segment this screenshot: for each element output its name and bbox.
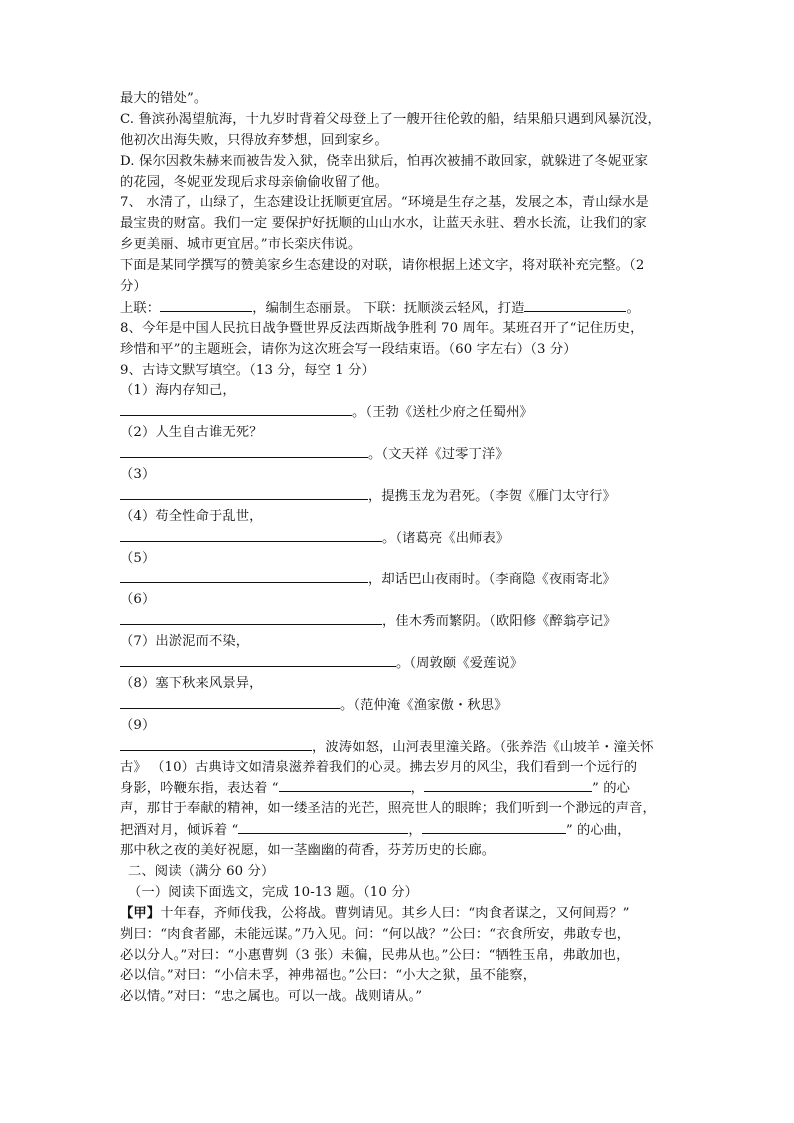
- answer-blank[interactable]: [422, 820, 566, 834]
- poem-prompt: （4）苟全性命于乱世，: [120, 508, 263, 524]
- poem-prompt: （5）: [120, 550, 156, 566]
- passage-line: [120, 904, 680, 925]
- couplet-blank-2[interactable]: [524, 298, 626, 312]
- question-8: 8、今年是中国人民抗日战争暨世界反法西斯战争胜利 70 周年。某班召开了“记住历史，: [120, 320, 644, 336]
- answer-blank[interactable]: [424, 778, 592, 792]
- text-line: 那中秋之夜的美好祝愿，如一茎幽幽的荷香，芬芳历史的长廊。: [120, 843, 496, 859]
- text-line: 分）: [120, 279, 147, 295]
- answer-blank[interactable]: [120, 528, 382, 542]
- document-page: [120, 89, 680, 1008]
- section-heading: 二、阅读（满分 60 分）: [128, 863, 275, 879]
- question-9: 9、古诗文默写填空。（13 分，每空 1 分）: [120, 362, 375, 378]
- text-line: 下面是某同学撰写的赞美家乡生态建设的对联，请你根据上述文字，将对联补充完整。（2: [120, 258, 645, 274]
- answer-blank[interactable]: [120, 611, 382, 625]
- text-line: 的花园，冬妮亚发现后求母亲偷偷收留了他。: [120, 174, 388, 190]
- text-line: 他初次出海失败，只得放弃梦想，回到家乡。: [120, 132, 388, 148]
- poem-prompt: （6）: [120, 592, 156, 608]
- answer-blank[interactable]: [238, 820, 408, 834]
- option-c: C. 鲁滨孙渴望航海，十九岁时背着父母登上了一艘开往伦敦的船，结果船只遇到风暴沉没，: [120, 111, 661, 127]
- answer-blank[interactable]: [120, 444, 368, 458]
- option-d: D. 保尔因救朱赫来而被告发入狱，侥幸出狱后，怕再次被捕不敢回家，就躲进了冬妮亚家: [120, 153, 649, 169]
- fill-line: [120, 778, 680, 799]
- poem-prompt: （8）塞下秋来风景异，: [120, 675, 263, 691]
- poem-source: ，波涛如怒，山河表里潼关路。（张养浩《山坡羊・潼关怀: [312, 739, 654, 755]
- couplet-upper-label: 上联：: [120, 300, 161, 316]
- poem-source: ，提携玉龙为君死。（李贺《雁门太守行》: [368, 488, 616, 504]
- passage-line: 必以情。”对曰：“忠之属也。可以一战。战则请从。”: [120, 989, 423, 1005]
- text-line: 声，那甘于奉献的精神，如一缕圣洁的光芒，照亮世人的眼眸；我们听到一个渺远的声音，: [120, 801, 656, 817]
- poem-answer-line: [120, 569, 680, 590]
- text-line: 最宝贵的财富。我们一定 要保护好抚顺的山山水水，让蓝天永驻、碧水长流，让我们的家: [120, 216, 647, 232]
- text-line: 古》 （10）古典诗文如清泉滋养着我们的心灵。拂去岁月的风尘，我们看到一个远行的: [120, 759, 638, 775]
- text-fragment: 身影，吟鞭东指，表达着 “: [120, 781, 279, 797]
- poem-source: ，佳木秀而繁阴。（欧阳修《醉翁亭记》: [382, 614, 617, 630]
- text-fragment: ，: [408, 823, 422, 839]
- text-fragment: ” 的心曲，: [565, 823, 631, 839]
- poem-source: 。（范仲淹《渔家傲・秋思》: [340, 697, 508, 713]
- fill-line: [120, 820, 680, 841]
- passage-label: 【甲】: [120, 905, 161, 921]
- poem-answer-line: [120, 444, 680, 465]
- answer-blank[interactable]: [120, 402, 352, 416]
- couplet-blank-1[interactable]: [160, 298, 252, 312]
- poem-prompt: （9）: [120, 717, 156, 733]
- poem-source: 。（王勃《送杜少府之任蜀州》: [352, 405, 533, 421]
- answer-blank[interactable]: [120, 569, 368, 583]
- passage-line: 必以信。”对曰：“小信未孚，神弗福也。”公曰：“小大之狱，虽不能察，: [120, 968, 537, 984]
- poem-answer-line: [120, 653, 680, 674]
- passage-line: 刿曰：“肉食者鄙，未能远谋。”乃入见。问：“何以战？”公曰：“衣食所安，弗敢专也，: [120, 926, 631, 942]
- answer-blank[interactable]: [120, 695, 340, 709]
- text-fragment: ” 的心: [592, 781, 631, 797]
- text-fragment: ，: [410, 781, 424, 797]
- poem-source: ，却话巴山夜雨时。（李商隐《夜雨寄北》: [368, 572, 616, 588]
- poem-answer-line: [120, 611, 680, 632]
- couplet-end: 。: [626, 300, 640, 316]
- poem-answer-line: [120, 528, 680, 549]
- poem-prompt: （3）: [120, 467, 156, 483]
- poem-answer-line: [120, 737, 680, 758]
- passage-line: 必以分人。”对曰：“小惠曹刿（3 张）未徧，民弗从也。”公曰：“牺牲玉帛，弗敢加也，: [120, 947, 630, 963]
- couplet-middle: ，编制生态丽景。 下联：抚顺淡云轻风，打造: [252, 300, 525, 316]
- poem-source: 。（文天祥《过零丁洋》: [368, 447, 509, 463]
- poem-prompt: （2）人生自古谁无死？: [120, 425, 263, 441]
- text-line: 乡更美丽、城市更宜居。”市长栾庆伟说。: [120, 237, 362, 253]
- text-line: 最大的错处”。: [120, 91, 208, 106]
- poem-source: 。（诸葛亮《出师表》: [382, 530, 510, 546]
- answer-blank[interactable]: [120, 486, 368, 500]
- poem-prompt: （7）出淤泥而不染，: [120, 634, 250, 650]
- subsection-heading: （一）阅读下面选文，完成 10-13 题。（10 分）: [128, 884, 419, 900]
- answer-blank[interactable]: [120, 653, 396, 667]
- poem-source: 。（周敦颐《爱莲说》: [396, 656, 524, 672]
- couplet-line: [120, 298, 680, 319]
- answer-blank[interactable]: [120, 737, 312, 751]
- text-fragment: 把酒对月，倾诉着 “: [120, 823, 239, 839]
- question-7: 7、 水清了，山绿了，生态建设让抚顺更宜居。“环境是生存之基，发展之本，青山绿水是: [120, 195, 649, 211]
- answer-blank[interactable]: [279, 778, 411, 792]
- passage-text: 十年春，齐师伐我，公将战。曹刿请见。其乡人曰：“肉食者谋之，又何间焉？”: [160, 905, 630, 921]
- text-line: 珍惜和平”的主题班会，请你为这次班会写一段结束语。（60 字左右）（3 分）: [120, 341, 577, 357]
- poem-answer-line: [120, 402, 680, 423]
- poem-answer-line: [120, 486, 680, 507]
- poem-answer-line: [120, 695, 680, 716]
- poem-prompt: （1）海内存知己，: [120, 383, 236, 399]
